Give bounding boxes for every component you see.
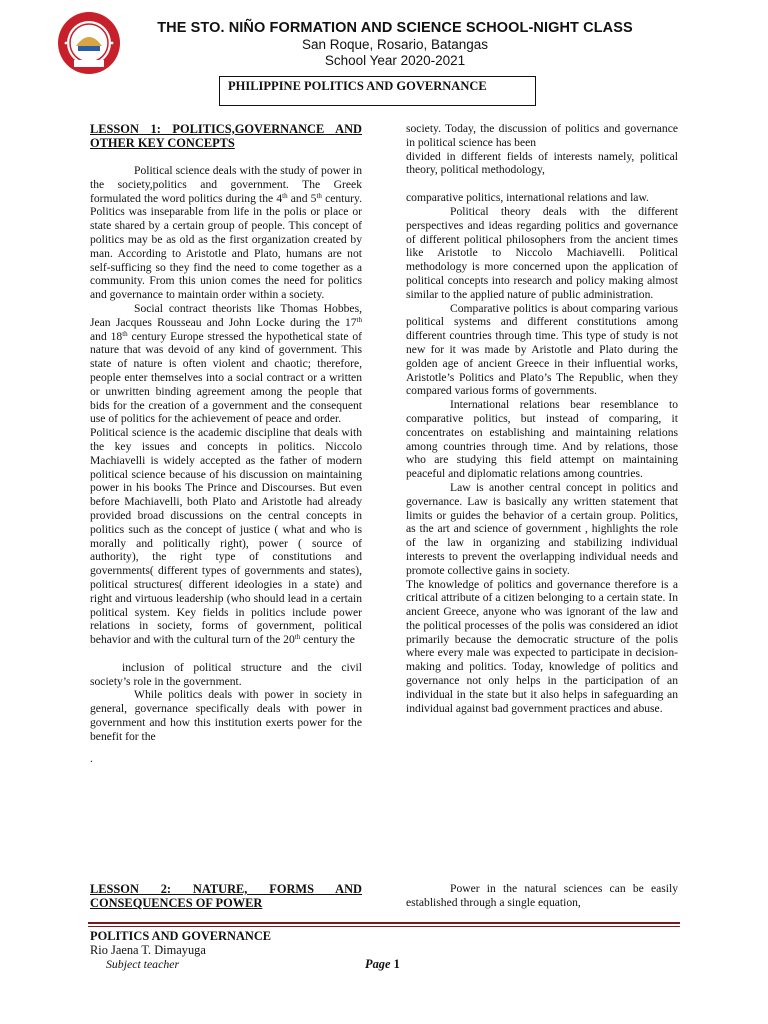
left-column bbox=[90, 122, 362, 765]
school-logo-icon bbox=[56, 10, 122, 76]
paragraph-law: Law is another central concept in politics and governance. Law is basically any written statement that limits or guides the behavior of a certain group. Politics, as the art and science of government , highlights the role of the law in organizing and stabilizing individual interests to prevent the overlapping individual needs and promote collective gains in society. bbox=[406, 480, 678, 577]
paragraph-civil-society: inclusion of political structure and the civil society’s role in the government. bbox=[90, 660, 362, 688]
lesson1-title: LESSON 1: POLITICS,GOVERNANCE AND OTHER KEY CONCEPTS bbox=[90, 122, 362, 150]
paragraph-governance: While politics deals with power in society in general, governance specifically deals with power in government and how this institution exerts power for the benefit for the bbox=[90, 688, 362, 743]
school-year: School Year 2020-2021 bbox=[324, 53, 466, 68]
paragraph-fields-intro: society. Today, the discussion of politics and governance in political science has been bbox=[406, 122, 678, 149]
lesson2-title: LESSON 2: NATURE, FORMS AND CONSEQUENCES OF POWER bbox=[90, 882, 362, 910]
paragraph-political-theory: Political theory deals with the different perspectives and ideas regarding politics and governance of different political philosophers from the ancient times like Aristotle to Niccolo Machiavelli. Political methodology is more concerned upon the application of political concepts into research and policy making almost similar to the applied nature of public administration. bbox=[406, 204, 678, 301]
school-address: San Roque, Rosario, Batangas bbox=[301, 37, 489, 52]
paragraph-international-relations: International relations bear resemblance to comparative politics, but instead of comparing, it concentrates on establishing and maintaining relations among countries through time. And by relations, those who are studying this field attempt on maintaining peaceful and diplomatic relations among countries. bbox=[406, 398, 678, 481]
paragraph-fields-end: comparative politics, international relations and law. bbox=[406, 191, 649, 205]
footer-page bbox=[365, 957, 400, 972]
paragraph-political-science: Political science deals with the study of power in the society,politics and government. The Greek formulated the word politics during the 4th and 5th century. Politics was inseparable from life in the polis or place or state shared by a certain group of people. This concept of politics may be as old as the first organization created by man. According to Aristotle and Plato, humans are not self-sufficing so they find the need to come together as a community. From this union comes the need for politics and governance to maintain order within a society. bbox=[90, 164, 362, 302]
footer-course: POLITICS AND GOVERNANCE bbox=[90, 929, 272, 943]
paragraph-power: Power in the natural sciences can be easily established through a single equation, bbox=[406, 882, 678, 909]
right-column bbox=[406, 122, 678, 715]
footer-role: Subject teacher bbox=[106, 957, 180, 971]
stray-dot: . bbox=[90, 751, 93, 765]
school-name: THE STO. NIÑO FORMATION AND SCIENCE SCHOOL-NIGHT CLASS bbox=[157, 20, 633, 36]
paragraph-knowledge: The knowledge of politics and governance therefore is a critical attribute of a citizen belonging to a certain state. In ancient Greece, anyone who was ignorant of the law and the political processes of the polis was considered an idiot primarily because the democratic structure of the polis where every male was expected to participate in decision-making and politics. Today, knowledge of politics and governance not only helps in the participation of an individual in the state but it also helps in safeguarding an individual against bad government practices and abuse. bbox=[406, 577, 678, 715]
subject-title: PHILIPPINE POLITICS AND GOVERNANCE bbox=[228, 79, 487, 93]
footer-teacher: Rio Jaena T. Dimayuga bbox=[90, 943, 206, 957]
footer-rule bbox=[88, 922, 680, 924]
subject-title-box bbox=[219, 76, 536, 106]
paragraph-fields-list: divided in different fields of interests namely, political theory, political methodology, bbox=[406, 149, 678, 177]
paragraph-social-contract: Social contract theorists like Thomas Hobbes, Jean Jacques Rousseau and John Locke during the 17th and 18th century Europe stressed the hypothetical state of nature that was devoid of any kind of government. This state of nature is often violent and chaotic; therefore, people enter themselves into a social contract or a written or unwritten binding agreement among the people that bids for the creation of a government and the consequent use of politics for the achievement of peace and order. bbox=[90, 301, 362, 426]
page-label: Page bbox=[365, 957, 391, 971]
paragraph-comparative-politics: Comparative politics is about comparing various political systems and different constitutions among different countries through time. This type of study is not new for it was made by Aristotle and Plato during the golden age of ancient Greece in their influential works, Aristotle’s Politics and Plato’s The Republic, when they compared various forms of governments. bbox=[406, 301, 678, 398]
footer-rule-thin bbox=[88, 926, 680, 927]
paragraph-academic-discipline: Political science is the academic discipline that deals with the key issues and concepts in politics. Niccolo Machiavelli is widely accepted as the father of modern political science because of his discussion on maintaining power in his books The Prince and Discourses. But even before Machiavelli, both Plato and Aristotle had already provided broad discussions on the central concepts in politics such as the concept of justice ( what and who is morally and politically right), power ( source of authority), the right type of constitutions and governments( different types of governments and states), political structures( different ideologies in a state) and right and virtuous leadership (who should lead in a certain political system. Key fields in politics include power relations in society, forms of government, political behavior and with the cultural turn of the 20th century the bbox=[90, 426, 362, 647]
page-number: 1 bbox=[393, 957, 400, 971]
